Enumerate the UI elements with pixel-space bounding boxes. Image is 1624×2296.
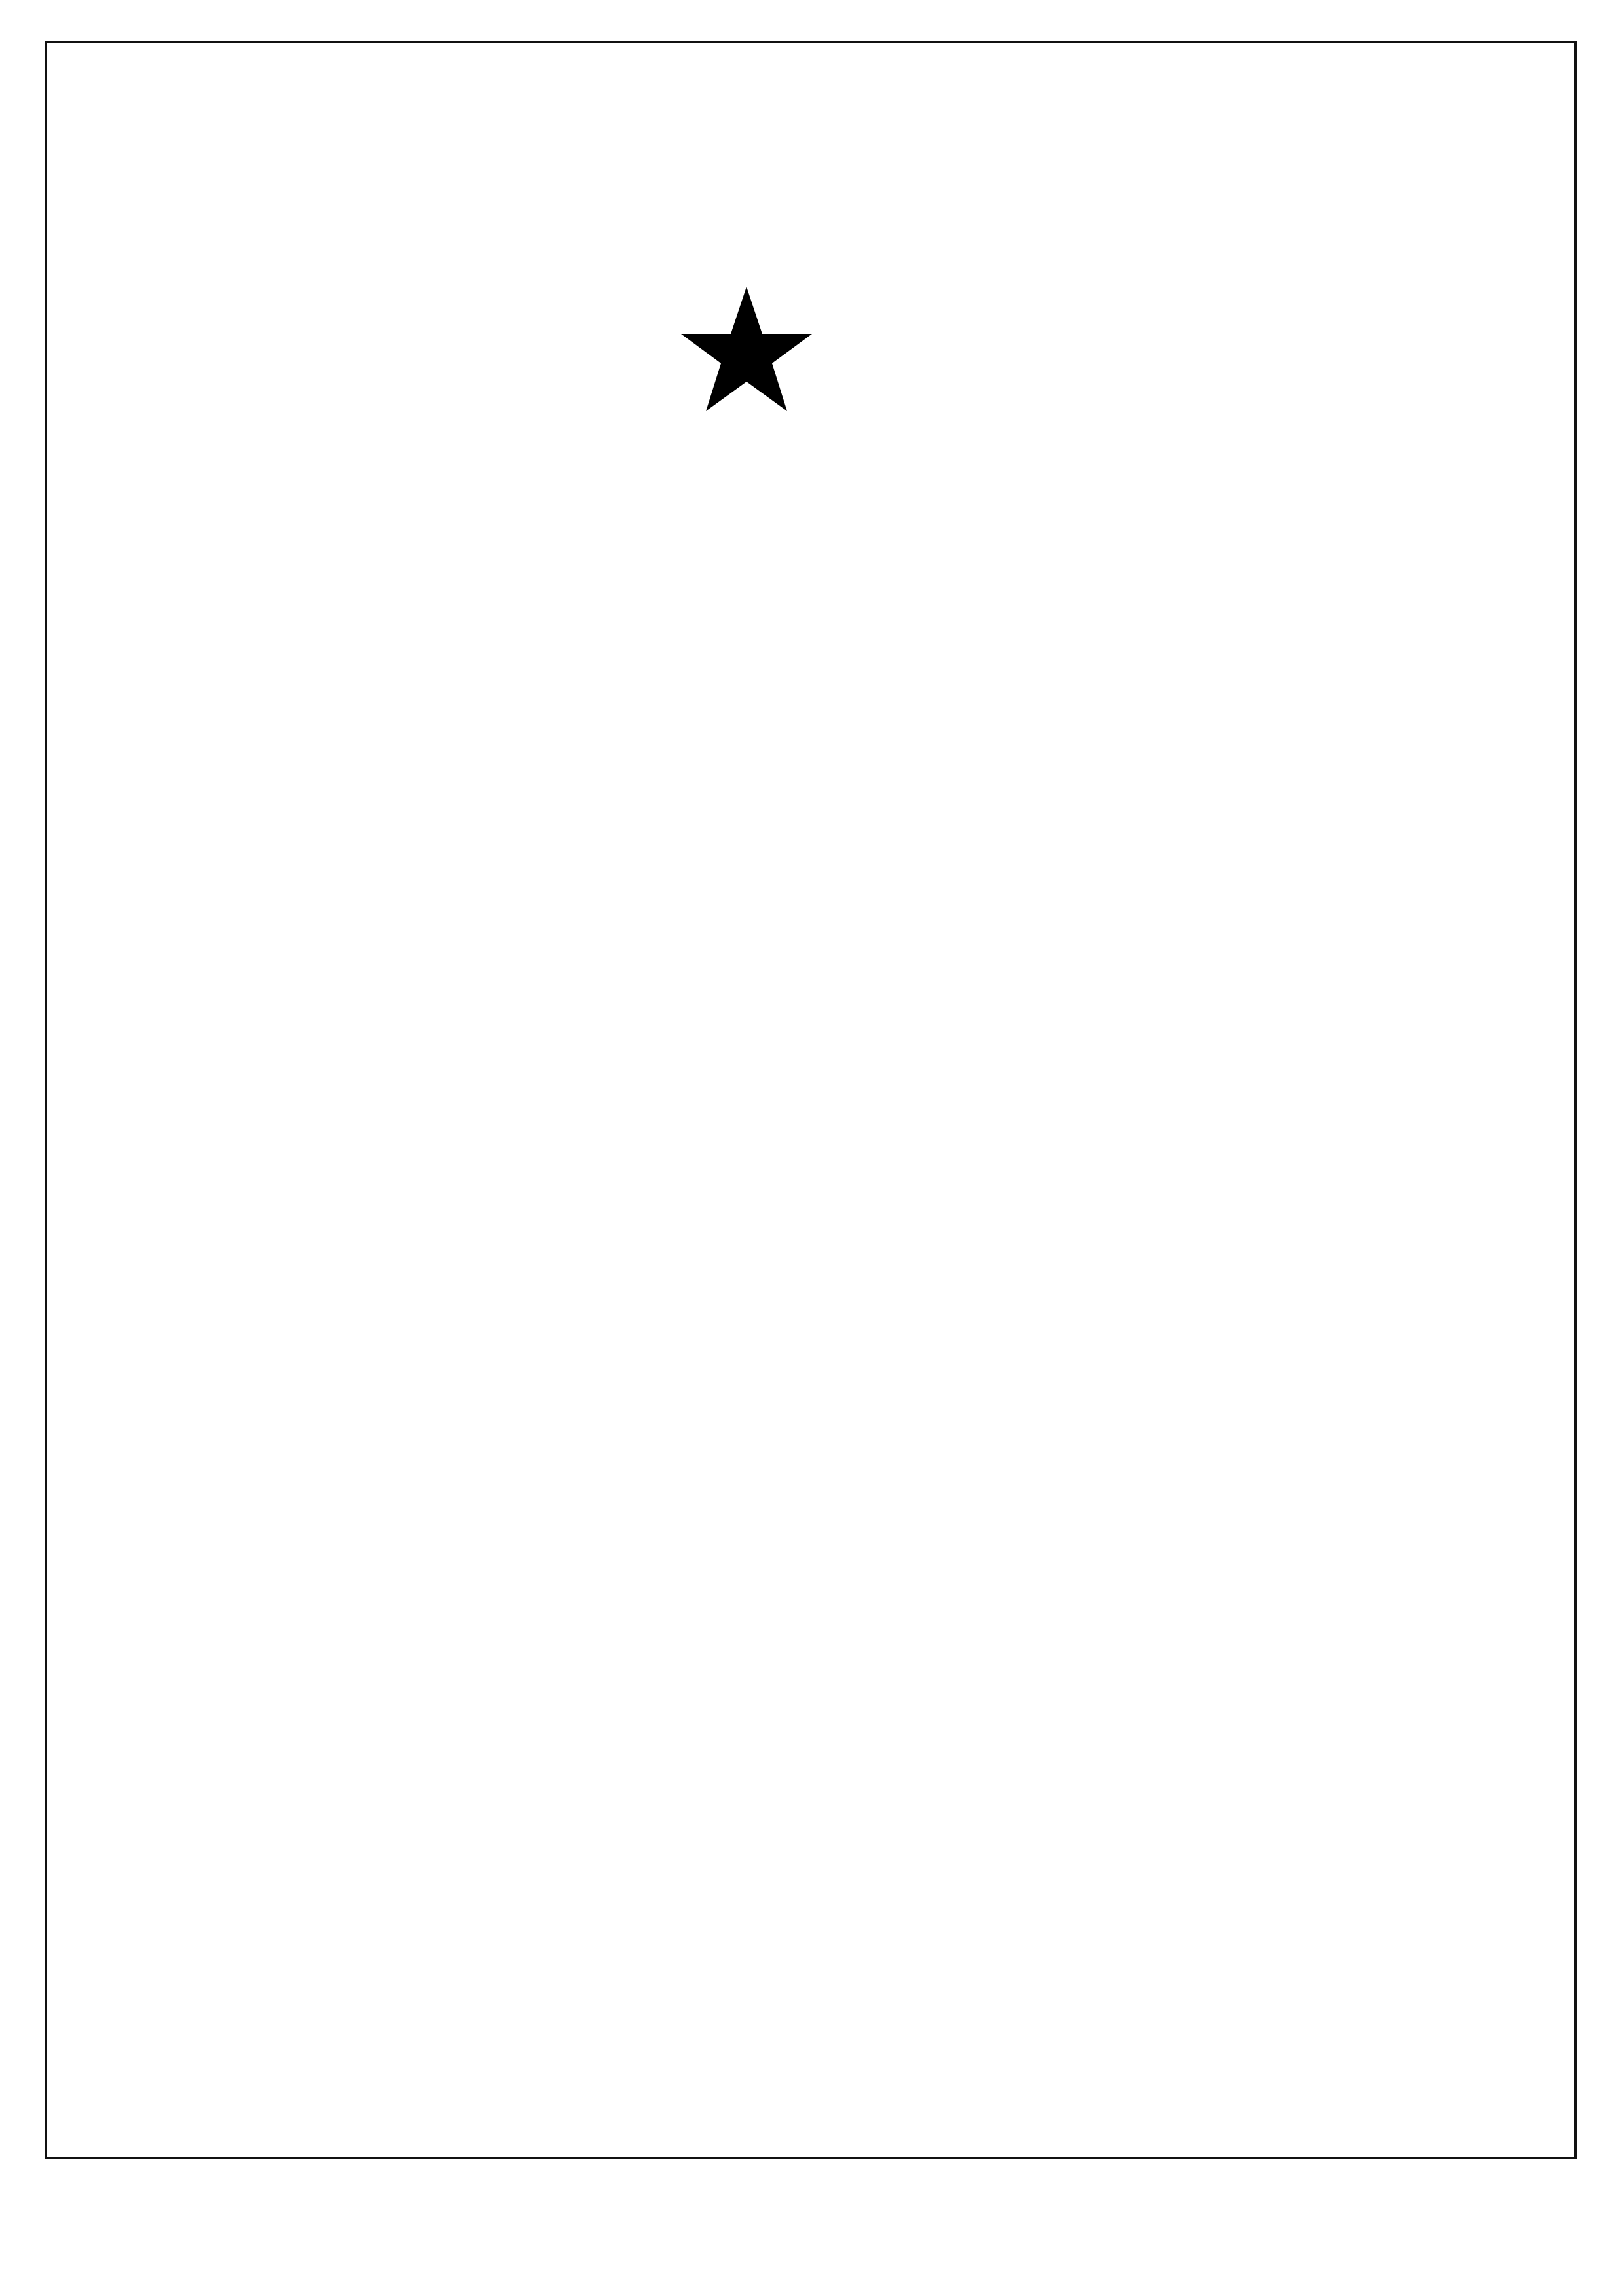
header-amount — [961, 43, 1236, 174]
header-name — [177, 43, 303, 174]
header-org — [303, 43, 676, 174]
official-seal — [576, 196, 917, 537]
header-remark — [1405, 43, 1574, 174]
header-seq — [47, 43, 177, 174]
header-month — [676, 43, 961, 174]
header-subtotal — [1236, 43, 1405, 174]
seal-star-icon — [681, 287, 812, 411]
